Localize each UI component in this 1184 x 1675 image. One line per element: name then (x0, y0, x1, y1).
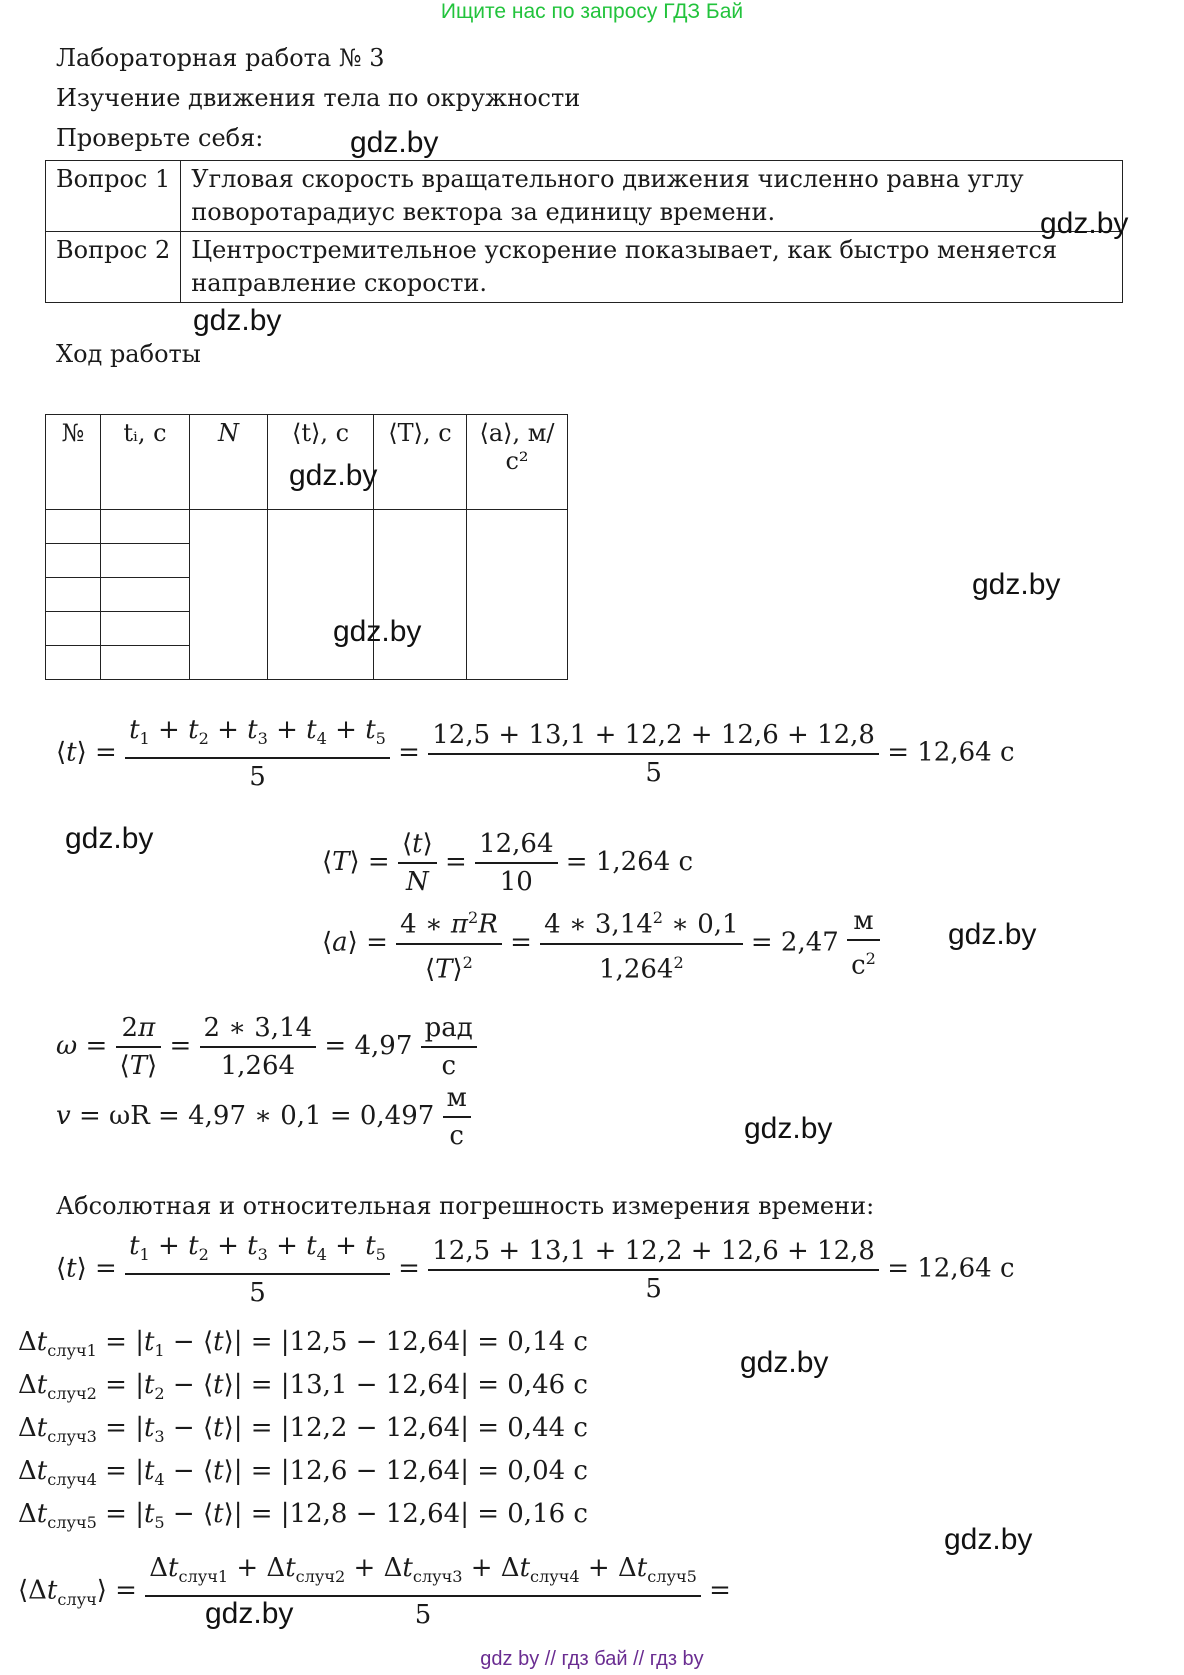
watermark: gdz.by (744, 1112, 833, 1145)
mean-deviation-formula: $⟨\Delta t_{случ}⟩$ = $\Delta t_{случ1} + \Delta t_{случ2} + \Delta t_{случ3} + \Delta t_{случ4} + \Delta t_{случ5}$ 5 = (18, 1550, 731, 1633)
watermark: gdz.by (193, 304, 282, 337)
watermark: gdz.by (350, 126, 439, 159)
table-cell (101, 544, 190, 578)
table-cell (46, 646, 101, 680)
col-header-n: N (190, 415, 268, 510)
deviation-row: $\Delta t_{случ1} = |t_1$ − ⟨t⟩| = |12,5 − 12,64| = 0,14 с (18, 1327, 588, 1361)
lab-title: Лабораторная работа № 3 (56, 44, 385, 72)
table-cell (190, 510, 268, 680)
period-formula: ⟨T⟩ = $\frac{⟨t⟩}{N}$ = $\frac{12,64}{10}$ = 1,264 с (322, 826, 693, 900)
procedure-heading: Ход работы (56, 340, 201, 368)
table-cell (467, 510, 568, 680)
watermark: gdz.by (1040, 207, 1129, 240)
linear-velocity-formula: v = ωR = 4,97 ∗ 0,1 = 0,497 м с (56, 1080, 471, 1154)
deviation-row: $\Delta t_{случ3} = |t_3$ − ⟨t⟩| = |12,2 − 12,64| = 0,44 с (18, 1413, 588, 1447)
watermark: gdz.by (944, 1523, 1033, 1556)
table-cell (101, 578, 190, 612)
deviation-row: $\Delta t_{случ2} = |t_2$ − ⟨t⟩| = |13,1 − 12,64| = 0,46 с (18, 1370, 588, 1404)
footer-links[interactable]: gdz by // гдз бай // гдз by (480, 1648, 704, 1670)
table-cell (101, 646, 190, 680)
question-label: Вопрос 2 (46, 232, 181, 303)
answer-line: поворотарадиус вектора за единицу времени. (191, 198, 776, 226)
watermark: gdz.by (333, 615, 422, 648)
answer-line: Угловая скорость вращательного движения численно равна углу (191, 165, 1024, 193)
watermark: gdz.by (205, 1597, 294, 1630)
question-answer (181, 232, 1123, 303)
table-cell (101, 510, 190, 544)
questions-table (45, 160, 1123, 303)
table-cell (46, 578, 101, 612)
top-banner[interactable]: Ищите нас по запросу ГДЗ Бай (440, 0, 744, 23)
col-header-number: № (46, 415, 101, 510)
answer-line: направление скорости. (191, 269, 488, 297)
table-cell (374, 510, 467, 680)
watermark: gdz.by (740, 1346, 829, 1379)
col-header-mean-period: ⟨T⟩, с (374, 415, 467, 510)
error-heading: Абсолютная и относительная погрешность измерения времени: (56, 1192, 875, 1220)
table-cell (46, 510, 101, 544)
table-cell (46, 544, 101, 578)
col-header-ti: tᵢ, с (101, 415, 190, 510)
angular-velocity-formula: ω = $\frac{2\pi}{⟨T⟩}$ = $\frac{2 ∗ 3,14}{1,264}$ = 4,97 рад с (56, 1010, 477, 1084)
check-heading: Проверьте себя: (56, 124, 264, 152)
col-header-mean-accel: ⟨a⟩, м/с² (467, 415, 568, 510)
table-cell (268, 510, 374, 680)
lab-subtitle: Изучение движения тела по окружности (56, 84, 581, 112)
mean-time-formula: ⟨t⟩ = $\frac{t_1 + t_2 + t_3 + t_4 + t_5}{5}$ = $\frac{12,5 + 13,1 + 12,2 + 12,6 + 12,8}{5}$ = 12,64 с (56, 712, 1015, 795)
mean-time-formula-repeat: ⟨t⟩ = $\frac{t_1 + t_2 + t_3 + t_4 + t_5}{5}$ = $\frac{12,5 + 13,1 + 12,2 + 12,6 + 12,8}{5}$ = 12,64 с (56, 1228, 1015, 1311)
answer-line: Центростремительное ускорение показывает, как быстро меняется (191, 236, 1058, 264)
watermark: gdz.by (948, 918, 1037, 951)
deviation-row: $\Delta t_{случ5} = |t_5$ − ⟨t⟩| = |12,8 − 12,64| = 0,16 с (18, 1499, 588, 1533)
watermark: gdz.by (289, 459, 378, 492)
deviation-row: $\Delta t_{случ4} = |t_4$ − ⟨t⟩| = |12,6 − 12,64| = 0,04 с (18, 1456, 588, 1490)
table-cell (46, 612, 101, 646)
measurement-table (45, 414, 568, 680)
watermark: gdz.by (972, 568, 1061, 601)
watermark: gdz.by (65, 822, 154, 855)
question-label: Вопрос 1 (46, 161, 181, 232)
question-row (46, 161, 1123, 232)
acceleration-formula: ⟨a⟩ = $\frac{4 ∗ \pi^2R}{⟨T⟩^2}$ = $\frac{4 ∗ 3,14^2 ∗ 0,1}{1,264^2}$ = 2,47 м $с^2$ (322, 900, 880, 987)
table-cell (101, 612, 190, 646)
col-header-mean-t: ⟨t⟩, с (268, 415, 374, 510)
question-row (46, 232, 1123, 303)
question-answer (181, 161, 1123, 232)
